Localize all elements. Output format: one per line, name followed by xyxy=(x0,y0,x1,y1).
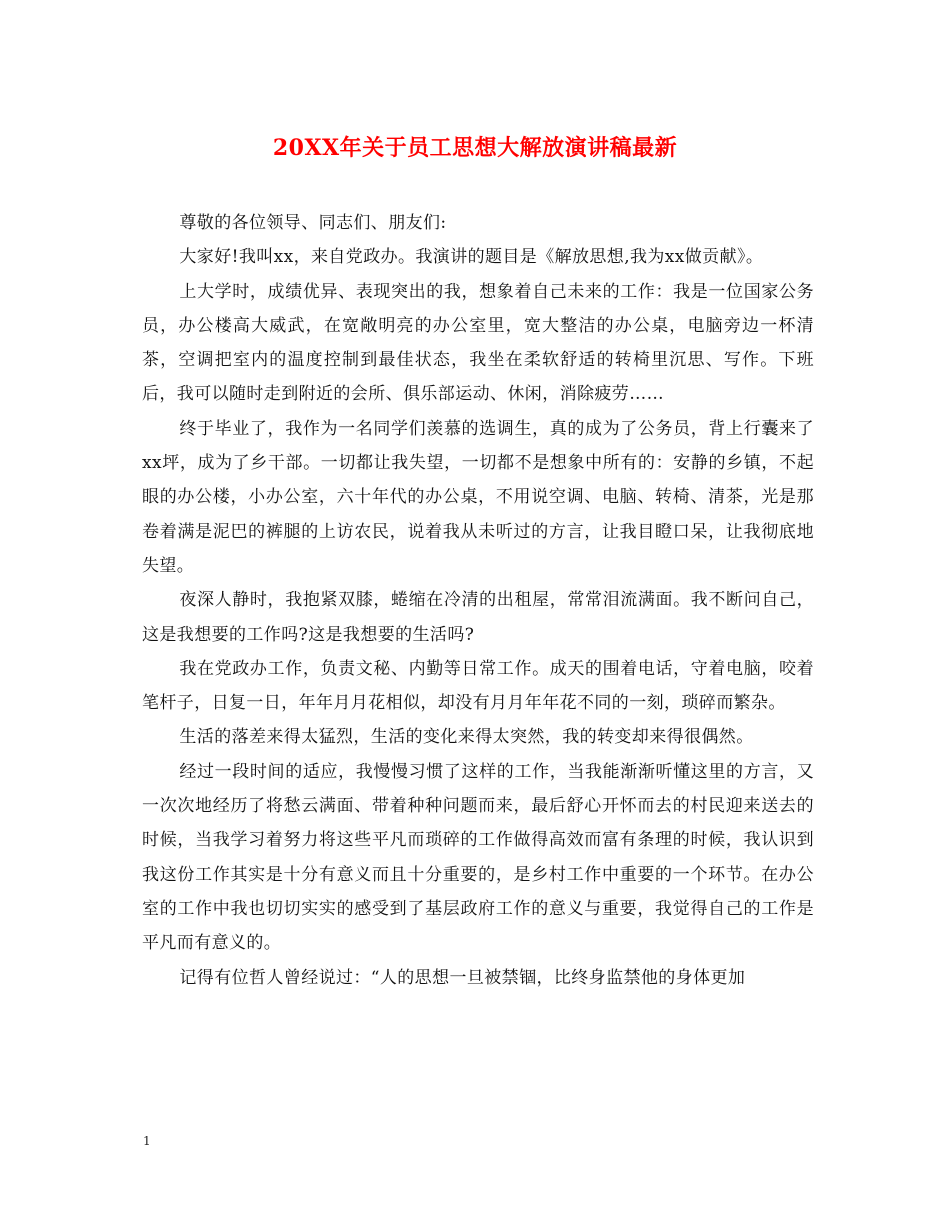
paragraph-salutation: 尊敬的各位领导、同志们、朋友们: xyxy=(179,213,447,233)
document-body xyxy=(142,206,814,995)
paragraph-introduction: 大家好!我叫xx，来自党政办。我演讲的题目是《解放思想,我为xx做贡献》。 xyxy=(179,247,764,268)
paragraph-turning-point: 生活的落差来得太猛烈，生活的变化来得太突然，我的转变却来得很偶然。 xyxy=(179,727,754,748)
paragraph-philosopher-quote: 记得有位哲人曾经说过：“人的思想一旦被禁锢，比终身监禁他的身体更加 xyxy=(179,967,746,988)
page-number: 1 xyxy=(143,1134,151,1148)
paragraph-graduation: 终于毕业了，我作为一名同学们羡慕的选调生，真的成为了公务员，背上行囊来了xx坪，成为了乡干部。一切都让我失望，一切都不是想象中所有的：安静的乡镇，不起眼的办公楼，小办公室，六十年代的办公桌，不用说空调、电脑、转椅、清茶，光是那卷着满是泥巴的裤腿的上访农民，说着我从未听过的方言，让我目瞪口呆，让我彻底地失望。 xyxy=(142,418,814,576)
paragraph-imagined-work: 上大学时，成绩优异、表现突出的我，想象着自己未来的工作：我是一位国家公务员，办公楼高大威武，在宽敞明亮的办公室里，宽大整洁的办公桌，电脑旁边一杯清茶，空调把室内的温度控制到最佳状态，我坐在柔软舒适的转椅里沉思、写作。下班后，我可以随时走到附近的会所、俱乐部运动、休闲，消除疲劳…… xyxy=(142,281,814,405)
paragraph-night-reflection: 夜深人静时，我抱紧双膝，蜷缩在冷清的出租屋，常常泪流满面。我不断问自己，这是我想要的工作吗?这是我想要的生活吗? xyxy=(142,590,814,645)
paragraph-adaptation: 经过一段时间的适应，我慢慢习惯了这样的工作，当我能渐渐听懂这里的方言，又一次次地经历了将愁云满面、带着种种问题而来，最后舒心开怀而去的村民迎来送去的时候，当我学习着努力将这些平凡而琐碎的工作做得高效而富有条理的时候，我认识到我这份工作其实是十分有意义而且十分重要的，是乡村工作中重要的一个环节。在办公室的工作中我也切切实实的感受到了基层政府工作的意义与重要，我觉得自己的工作是平凡而有意义的。 xyxy=(142,761,814,954)
document-title: 20XX年关于员工思想大解放演讲稿最新 xyxy=(272,135,678,161)
paragraph-office-work: 我在党政办工作，负责文秘、内勤等日常工作。成天的围着电话，守着电脑，咬着笔杆子，日复一日，年年月月花相似，却没有月月年年花不同的一刻，琐碎而繁杂。 xyxy=(142,658,814,714)
